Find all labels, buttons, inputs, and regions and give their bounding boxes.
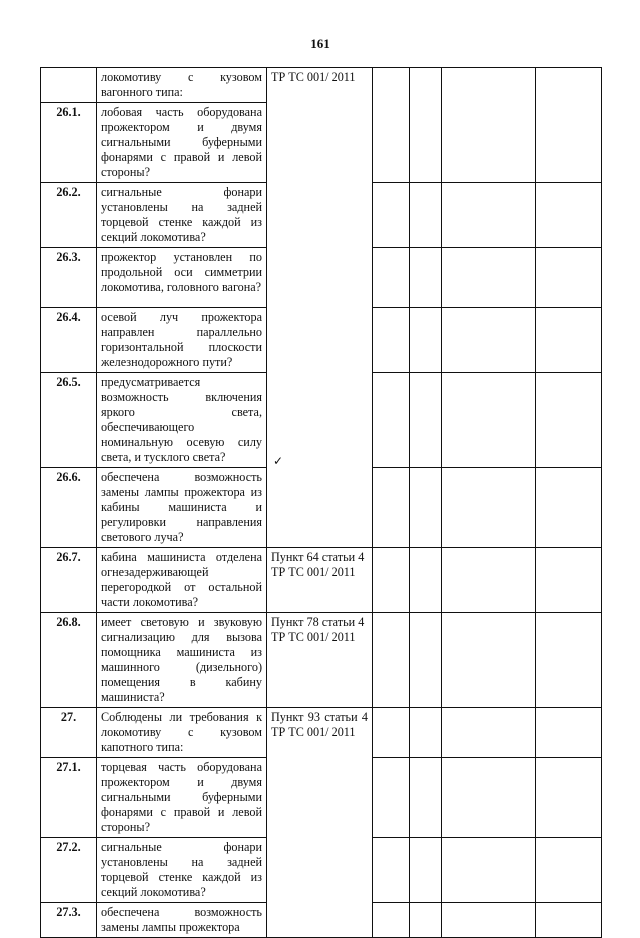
blank-cell <box>410 308 442 373</box>
blank-cell <box>410 248 442 308</box>
blank-cell <box>410 613 442 708</box>
item-text: обеспечена возможность замены лампы прожектора <box>97 903 267 938</box>
blank-cell <box>410 838 442 903</box>
blank-cell <box>536 548 602 613</box>
blank-cell <box>373 613 410 708</box>
blank-cell <box>373 68 410 183</box>
item-text: торцевая часть оборудована прожектором и двумя сигнальными буферными фонарями с правой и левой стороны? <box>97 758 267 838</box>
blank-cell <box>410 468 442 548</box>
blank-cell <box>442 68 536 183</box>
blank-cell <box>373 308 410 373</box>
item-number: 27.2. <box>41 838 97 903</box>
blank-cell <box>373 903 410 938</box>
blank-cell <box>373 468 410 548</box>
blank-cell <box>410 373 442 468</box>
item-number: 26.8. <box>41 613 97 708</box>
item-text: локомотиву с кузовом вагонного типа: <box>97 68 267 103</box>
table-row <box>41 708 602 758</box>
ref-cell-p78: Пункт 78 статьи 4 ТР ТС 001/ 2011 <box>267 613 373 708</box>
item-text: кабина машиниста отделена огнезадерживающей перегородкой от остальной части локомотива? <box>97 548 267 613</box>
blank-cell <box>373 373 410 468</box>
blank-cell <box>536 373 602 468</box>
item-number: 26.5. <box>41 373 97 468</box>
blank-cell <box>442 758 536 838</box>
blank-cell <box>442 838 536 903</box>
item-number: 26.4. <box>41 308 97 373</box>
blank-cell <box>373 708 410 758</box>
blank-cell <box>536 183 602 248</box>
blank-cell <box>373 248 410 308</box>
table-row <box>41 68 602 103</box>
blank-cell <box>536 838 602 903</box>
blank-cell <box>536 903 602 938</box>
blank-cell <box>536 708 602 758</box>
blank-cell <box>373 548 410 613</box>
requirements-table <box>40 67 602 938</box>
blank-cell <box>442 903 536 938</box>
blank-cell <box>442 183 536 248</box>
ref-cell-p93: Пункт 93 статьи 4 ТР ТС 001/ 2011 <box>267 708 373 938</box>
ref-cell-tr-ts <box>267 68 373 548</box>
blank-cell <box>442 248 536 308</box>
blank-cell <box>373 758 410 838</box>
ref-cell-p64: Пункт 64 статьи 4 ТР ТС 001/ 2011 <box>267 548 373 613</box>
blank-cell <box>442 613 536 708</box>
blank-cell <box>536 308 602 373</box>
item-text: прожектор установлен по продольной оси симметрии локомотива, головного вагона? <box>97 248 267 308</box>
blank-cell <box>536 68 602 183</box>
blank-cell <box>410 548 442 613</box>
page-number: 161 <box>310 36 330 51</box>
item-text: осевой луч прожектора направлен параллельно горизонтальной плоскости железнодорожного пути? <box>97 308 267 373</box>
item-text: Соблюдены ли требования к локомотиву с кузовом капотного типа: <box>97 708 267 758</box>
ref-text: ТР ТС 001/ 2011 <box>271 70 356 84</box>
item-text: сигнальные фонари установлены на задней торцевой стенке каждой из секций локомотива? <box>97 183 267 248</box>
item-number: 27.1. <box>41 758 97 838</box>
item-text: сигнальные фонари установлены на задней торцевой стенке каждой из секций локомотива? <box>97 838 267 903</box>
item-number: 26.7. <box>41 548 97 613</box>
item-number: 26.2. <box>41 183 97 248</box>
table-row <box>41 613 602 708</box>
item-number: 27.3. <box>41 903 97 938</box>
item-text: обеспечена возможность замены лампы прожектора из кабины машиниста и регулировки направления светового луча? <box>97 468 267 548</box>
blank-cell <box>373 838 410 903</box>
table-row <box>41 548 602 613</box>
blank-cell <box>442 468 536 548</box>
item-text: предусматривается возможность включения яркого света, обеспечивающего номинальную осевую силу света, и тусклого света? <box>97 373 267 468</box>
blank-cell <box>442 548 536 613</box>
checkmark-icon: ✓ <box>273 454 284 468</box>
item-number: 26.6. <box>41 468 97 548</box>
blank-cell <box>536 758 602 838</box>
blank-cell <box>536 248 602 308</box>
blank-cell <box>442 708 536 758</box>
blank-cell <box>410 183 442 248</box>
item-text: имеет световую и звуковую сигнализацию для вызова помощника машиниста из машинного (дизельного) помещения в кабину машиниста? <box>97 613 267 708</box>
blank-cell <box>442 308 536 373</box>
item-number: 27. <box>41 708 97 758</box>
blank-cell <box>410 68 442 183</box>
item-number <box>41 68 97 103</box>
blank-cell <box>536 613 602 708</box>
blank-cell <box>442 373 536 468</box>
item-text: лобовая часть оборудована прожектором и двумя сигнальными буферными фонарями с правой и левой стороны? <box>97 103 267 183</box>
blank-cell <box>373 183 410 248</box>
blank-cell <box>410 708 442 758</box>
blank-cell <box>536 468 602 548</box>
blank-cell <box>410 758 442 838</box>
item-number: 26.1. <box>41 103 97 183</box>
blank-cell <box>410 903 442 938</box>
item-number: 26.3. <box>41 248 97 308</box>
